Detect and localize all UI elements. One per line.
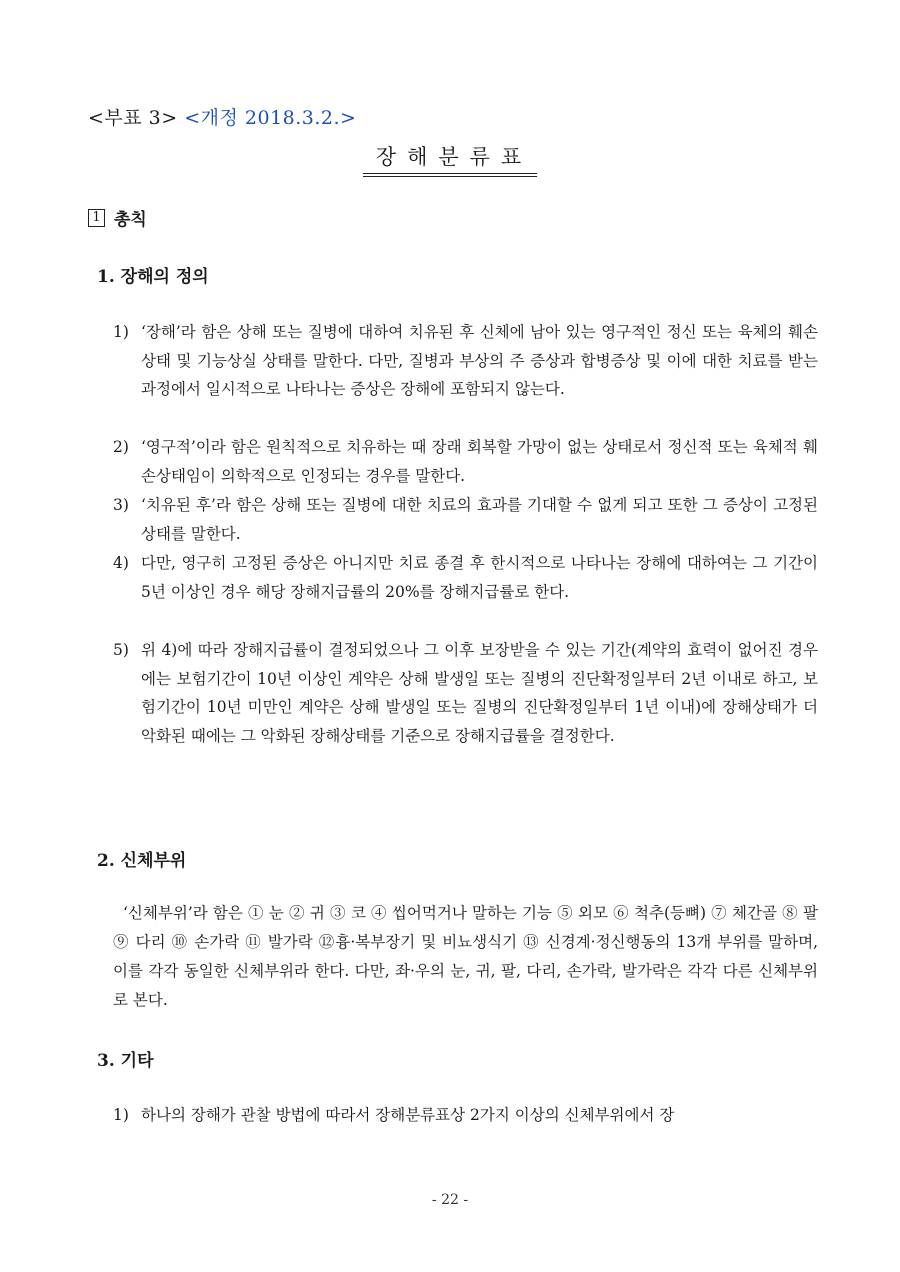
definition-item [113, 491, 818, 548]
document-title: 장해분류표 [375, 145, 533, 169]
item-number: 3) [113, 496, 129, 514]
item-text: ‘영구적’이라 함은 원칙적으로 치유하는 때 장래 회복할 가망이 없는 상태로서 정신적 또는 육체적 훼손상태임이 의학적으로 인정되는 경우를 말한다. [141, 438, 818, 485]
section-heading [88, 205, 147, 230]
item-number: 4) [113, 554, 129, 572]
item-number: 5) [113, 641, 129, 659]
other-item [113, 1101, 818, 1130]
item-number: 1) [113, 323, 129, 341]
item-text: 하나의 장해가 관찰 방법에 따라서 장해분류표상 2가지 이상의 신체부위에서 장 [141, 1106, 675, 1124]
page-number: - 22 - [431, 1192, 469, 1208]
heading-other: 3. 기타 [97, 1051, 154, 1071]
definition-item [113, 549, 818, 606]
item-text: 위 4)에 따라 장해지급률이 결정되었으나 그 이후 보장받을 수 있는 기간(계약의 효력이 없어진 경우에는 보험기간이 10년 이상인 계약은 상해 발생일 또는 질병의 진단확정일부터 2년 이내로 하고, 보험기간이 10년 미만인 계약은 상해 발생일 또는 질병의 진단확정일부터 1년 이내)에 장해상태가 더 악화된 때에는 그 악화된 장해상태를 기준으로 장해지급률을 결정한다. [141, 641, 818, 745]
item-text: ‘장해’라 함은 상해 또는 질병에 대하여 치유된 후 신체에 남아 있는 영구적인 정신 또는 육체의 훼손상태 및 기능상실 상태를 말한다. 다만, 질병과 부상의 주 증상과 합병증상 및 이에 대한 치료를 받는 과정에서 일시적으로 나타나는 증상은 장해에 포함되지 않는다. [141, 323, 818, 398]
heading-body-parts: 2. 신체부위 [97, 851, 187, 871]
annex-number: <부표 3> [88, 107, 178, 129]
amendment-note: <개정 2018.3.2.> [184, 107, 357, 129]
definition-item [113, 318, 818, 404]
section-title: 총칙 [114, 210, 147, 230]
section-number-box: 1 [88, 209, 105, 227]
heading-definition: 1. 장해의 정의 [97, 267, 209, 287]
body-parts-paragraph: ‘신체부위’라 함은 ① 눈 ② 귀 ③ 코 ④ 씹어먹거나 말하는 기능 ⑤ 외모 ⑥ 척추(등뼈) ⑦ 체간골 ⑧ 팔 ⑨ 다리 ⑩ 손가락 ⑪ 발가락 ⑫흉·복부장기 및 비뇨생식기 ⑬ 신경계·정신행동의 13개 부위를 말하며, 이를 각각 동일한 신체부위라 한다. 다만, 좌·우의 눈, 귀, 팔, 다리, 손가락, 발가락은 각각 다른 신체부위로 본다. [113, 904, 818, 1009]
item-text: ‘치유된 후’라 함은 상해 또는 질병에 대한 치료의 효과를 기대할 수 없게 되고 또한 그 증상이 고정된 상태를 말한다. [141, 496, 818, 543]
item-text: 다만, 영구히 고정된 증상은 아니지만 치료 종결 후 한시적으로 나타나는 장해에 대하여는 그 기간이 5년 이상인 경우 해당 장해지급률의 20%를 장해지급률로 한다. [141, 554, 818, 601]
definition-item [113, 433, 818, 490]
title-double-underline [363, 173, 537, 177]
annex-label [88, 103, 356, 130]
item-number: 2) [113, 438, 129, 456]
item-number: 1) [113, 1106, 129, 1124]
definition-item [113, 636, 818, 750]
